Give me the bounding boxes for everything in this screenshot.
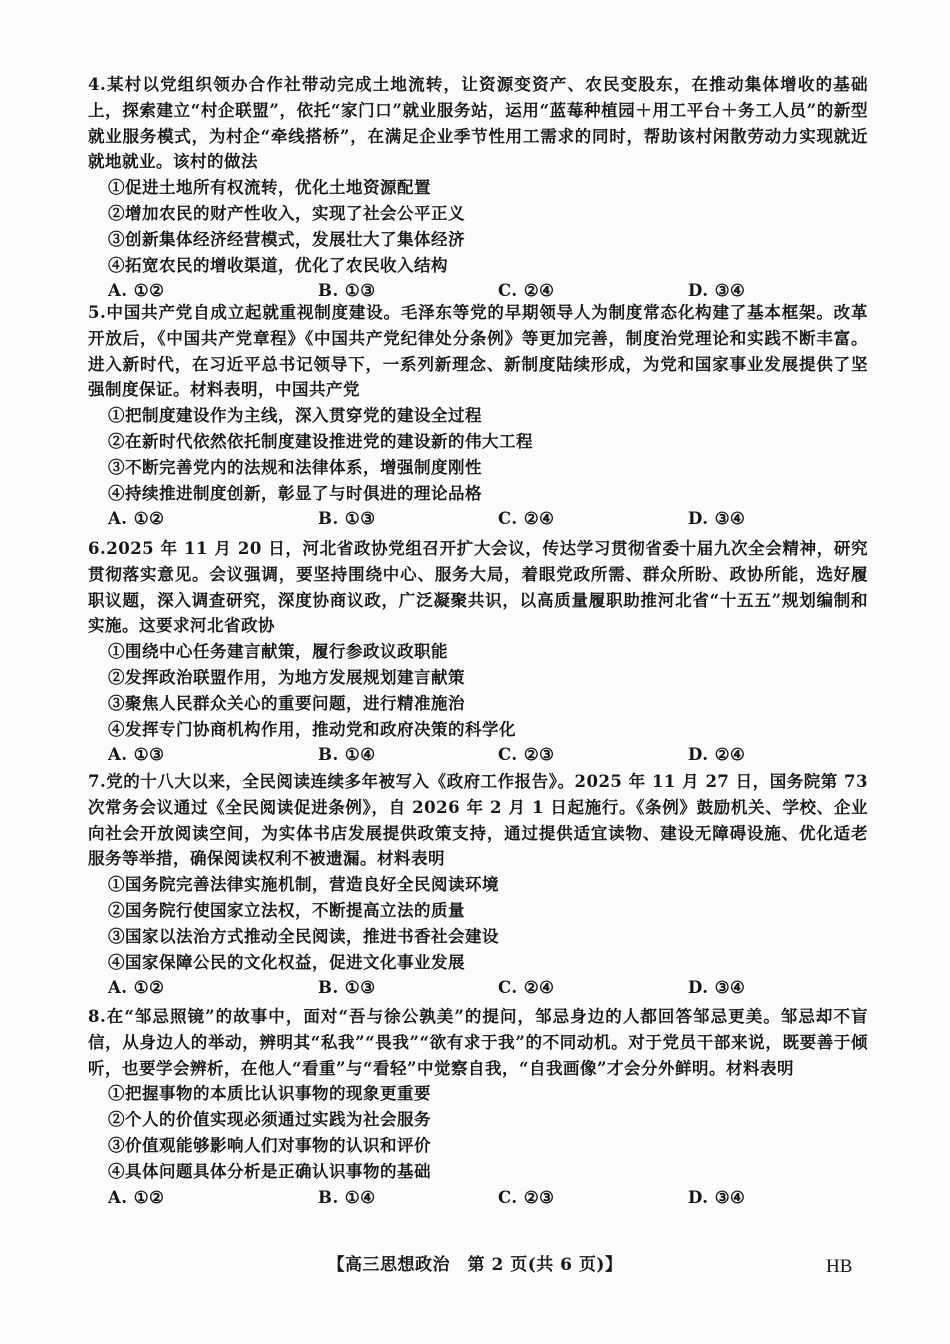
statement: ④具体问题具体分析是正确认识事物的基础: [108, 1161, 431, 1181]
statement: ②发挥政治联盟作用，为地方发展规划建言献策: [108, 667, 465, 687]
option-c: C. ②④: [498, 281, 555, 301]
option-d: D. ③④: [688, 281, 746, 301]
question-7: [88, 769, 868, 1001]
statement: ①把制度建设作为主线，深入贯穿党的建设全过程: [108, 406, 482, 426]
question-text: 在“邹忌照镜”的故事中，面对“吾与徐公孰美”的提问，邹忌身边的人都回答邹忌更美。邹忌却不盲信，从身边人的举动，辨明其“私我”“畏我”“欲有求于我”的不同动机。对于党员干部来说，既要善于倾听，也要学会辨析，在他人“看重”与“看轻”中觉察自我，“自我画像”才会分外鲜明。材料表明: [88, 1007, 868, 1078]
statement: ②在新时代依然依托制度建设推进党的建设新的伟大工程: [108, 431, 533, 451]
option-b: B. ①③: [318, 281, 376, 301]
question-number: 8.: [88, 1007, 107, 1026]
option-a: A. ①②: [108, 281, 165, 301]
option-a: A. ①③: [108, 745, 165, 765]
option-a: A. ①②: [108, 978, 165, 998]
statement: ④持续推进制度创新，彰显了与时俱进的理论品格: [108, 483, 482, 503]
option-d: D. ③④: [688, 978, 746, 998]
question-stem: [88, 72, 868, 175]
question-4: [88, 72, 868, 304]
question-number: 7.: [88, 772, 107, 791]
option-b: B. ①③: [318, 978, 376, 998]
question-number: 4.: [88, 75, 107, 94]
answer-options: [88, 1185, 868, 1211]
option-a: A. ①②: [108, 509, 165, 529]
question-number: 5.: [88, 303, 107, 322]
option-d: D. ③④: [688, 509, 746, 529]
answer-options: [88, 975, 868, 1001]
option-d: D. ③④: [688, 1187, 746, 1207]
question-text: 某村以党组织领办合作社带动完成土地流转，让资源变资产、农民变股东，在推动集体增收的基础上，探索建立“村企联盟”，依托“家门口”就业服务站，运用“蓝莓种植园＋用工平台＋务工人员”的新型就业服务模式，为村企“牵线搭桥”，在满足企业季节性用工需求的同时，帮助该村闲散劳动力实现就近就地就业。该村的做法: [88, 75, 868, 172]
statement: ④国家保障公民的文化权益，促进文化事业发展: [108, 952, 465, 972]
option-b: B. ①④: [318, 745, 376, 765]
statement: ①国务院完善法律实施机制，营造良好全民阅读环境: [108, 875, 499, 895]
statement: ③不断完善党内的法规和法律体系，增强制度刚性: [108, 457, 482, 477]
option-b: B. ①④: [318, 1187, 376, 1207]
question-text: 2025 年 11 月 20 日，河北省政协党组召开扩大会议，传达学习贯彻省委十届九次全会精神，研究贯彻落实意见。会议强调，要坚持围绕中心、服务大局，着眼党政所需、群众所盼、政协所能，选好履职议题，深入调查研究，深度协商议政，广泛凝聚共识，以高质量履职助推河北省“十五五”规划编制和实施。这要求河北省政协: [88, 539, 868, 636]
statement: ④拓宽农民的增收渠道，优化了农民收入结构: [108, 255, 448, 275]
question-stem: [88, 300, 868, 403]
page-footer: 【高三思想政治 第 2 页(共 6 页)】: [327, 1255, 623, 1275]
statement: ③国家以法治方式推动全民阅读，推进书香社会建设: [108, 926, 499, 946]
question-stem: [88, 536, 868, 639]
question-stem: [88, 1004, 868, 1081]
answer-options: [88, 506, 868, 532]
question-5: [88, 300, 868, 532]
option-c: C. ②④: [498, 509, 555, 529]
statement: ②增加农民的财产性收入，实现了社会公平正义: [108, 203, 465, 223]
option-c: C. ②④: [498, 978, 555, 998]
statement: ③聚焦人民群众关心的重要问题，进行精准施治: [108, 693, 465, 713]
statement: ④发挥专门协商机构作用，推动党和政府决策的科学化: [108, 719, 516, 739]
region-code: HB: [826, 1256, 853, 1277]
option-c: C. ②③: [498, 745, 555, 765]
question-text: 中国共产党自成立起就重视制度建设。毛泽东等党的早期领导人为制度常态化构建了基本框架。改革开放后，《中国共产党章程》《中国共产党纪律处分条例》等更加完善，制度治党理论和实践不断丰富。进入新时代，在习近平总书记领导下，一系列新理念、新制度陆续形成，为党和国家事业发展提供了坚强制度保证。材料表明，中国共产党: [88, 303, 868, 400]
question-8: [88, 1004, 868, 1211]
statement: ③创新集体经济经营模式，发展壮大了集体经济: [108, 229, 465, 249]
question-stem: [88, 769, 868, 872]
statement: ①把握事物的本质比认识事物的现象更重要: [108, 1084, 431, 1104]
option-d: D. ②④: [688, 745, 746, 765]
option-b: B. ①③: [318, 509, 376, 529]
statement: ③价值观能够影响人们对事物的认识和评价: [108, 1135, 431, 1155]
question-text: 党的十八大以来，全民阅读连续多年被写入《政府工作报告》。2025 年 11 月 27 日，国务院第 73 次常务会议通过《全民阅读促进条例》，自 2026 年 2 月 1 日起施行。《条例》鼓励机关、学校、企业向社会开放阅读空间，为实体书店发展提供政策支持，通过提供适宜读物、建设无障碍设施、优化适老服务等举措，确保阅读权利不被遗漏。材料表明: [88, 772, 868, 869]
option-c: C. ②③: [498, 1187, 555, 1207]
option-a: A. ①②: [108, 1187, 165, 1207]
question-number: 6.: [88, 539, 107, 558]
statement: ②国务院行使国家立法权，不断提高立法的质量: [108, 900, 465, 920]
statement: ①促进土地所有权流转，优化土地资源配置: [108, 178, 431, 198]
statement: ①围绕中心任务建言献策，履行参政议政职能: [108, 642, 448, 662]
question-6: [88, 536, 868, 768]
statement: ②个人的价值实现必须通过实践为社会服务: [108, 1110, 431, 1130]
answer-options: [88, 742, 868, 768]
